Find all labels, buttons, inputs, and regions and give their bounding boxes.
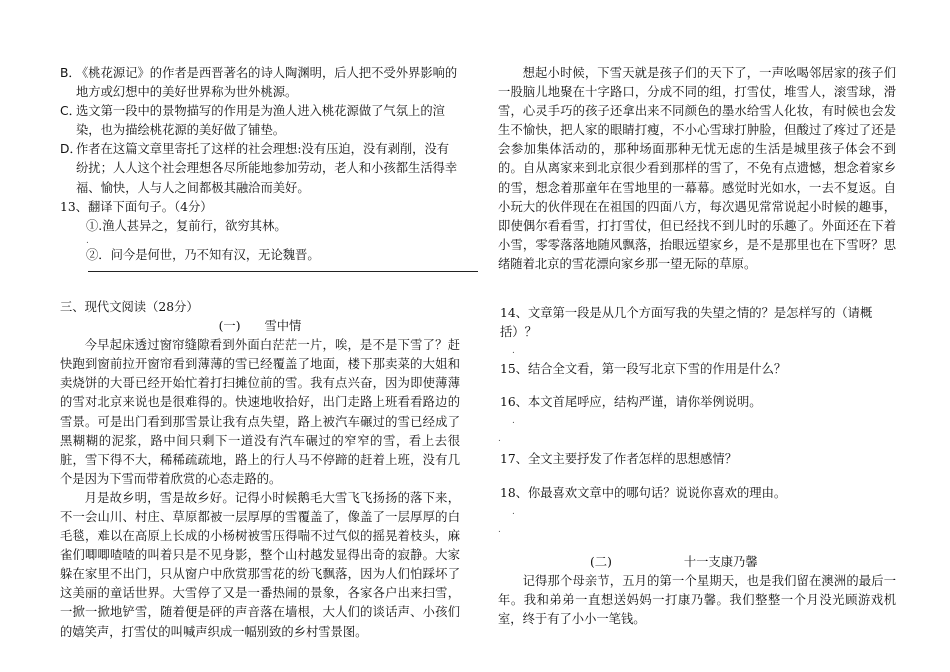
left-column	[60, 64, 460, 642]
answer-mark: .	[512, 506, 515, 517]
article-1-paragraph-2: 月是故乡明，雪是故乡好。记得小时候鹅毛大雪飞飞扬扬的落下来，不一会山川、村庄、草原都被一层厚厚的雪覆盖了，像盖了一层厚厚的白毛毯，难以在高原上长成的小杨树被雪压得喘不过气似的摇晃着枝头，麻雀们唧唧喳喳的叫着只是不见身影，整个山村越发显得出奇的寂静。大家躲在家里不出门，只从窗户中欣赏那雪花的纷飞飘落，因为人们怕踩坏了这美丽的童话世界。大雪停了又是一番热闹的景象，各家各户出来扫雪，一掀一掀地铲雪，随着便是砰的声音落在墙根，大人们的谈话声、小孩们的嬉笑声，打雪仗的叫喊声织成一幅别致的乡村雪景图。	[60, 490, 460, 639]
question-16: 16、本文首尾呼应，结构严谨，请你举例说明。	[500, 395, 762, 410]
section-title: 三、现代文阅读（28分）	[60, 299, 199, 314]
q13-item-2: ②．问今是何世，乃不知有汉，无论魏晋。	[86, 247, 320, 262]
answer-mark: .	[86, 235, 89, 246]
option-d-label: D．	[60, 142, 82, 157]
question-14: 14、文章第一段是从几个方面写我的失望之情的？是怎样写的（请概括）？	[500, 306, 873, 340]
article-1-paragraph-1: 今早起床透过窗帘缝隙看到外面白茫茫一片，唉，是不是下雪了？赶快跑到窗前拉开窗帘看到薄薄的雪已经覆盖了地面，楼下那卖菜的大姐和卖烧饼的大哥已经开始忙着打扫摊位前的雪。我有点兴奋，因为即使薄薄的雪对北京来说也是很难得的。快速地收拾好，出门走路上班看看路边的雪景。可是出门看到那雪景让我有点失望，路上被汽车碾过的雪已经成了黑糊糊的泥浆，路中间只剩下一道没有汽车碾过的窄窄的雪，看上去很脏，雪下得不大，稀稀疏疏地，路上的行人马不停蹄的赶着上班，没有几个是因为下雪而带着欣赏的心态走路的。	[60, 338, 460, 486]
question-13: 13、翻译下面句子。（4分）	[60, 199, 213, 214]
article-1-number: (一)	[218, 319, 241, 334]
option-c-label: C．	[60, 104, 81, 119]
question-15: 15、结合全文看，第一段写北京下雪的作用是什么？	[500, 362, 787, 377]
article-2-title: 十一支康乃馨	[683, 554, 758, 569]
option-b-text: 《桃花源记》的作者是西晋著名的诗人陶渊明，后人把不受外界影响的地方或幻想中的美好世界称为世外桃源。	[76, 66, 458, 100]
article-1-title: 雪中情	[264, 319, 302, 334]
answer-line	[88, 271, 478, 272]
answer-mark: .	[498, 524, 501, 535]
answer-mark: .	[512, 346, 515, 357]
article-1-heading	[60, 317, 460, 336]
option-d-text: 作者在这篇文章里寄托了这样的社会理想:没有压迫，没有剥削，没有纷扰；人人这个社会理想各尽所能地参加劳动，老人和小孩都生活得幸福、愉快，人与人之间都极其融洽而美好。	[76, 142, 458, 195]
answer-mark: .	[498, 434, 501, 445]
right-column	[498, 64, 896, 629]
article-2-paragraph: 记得那个母亲节，五月的第一个星期天，也是我们留在澳洲的最后一年。我和弟弟一直想送妈妈一打康乃馨。我们整整一个月没光顾游戏机室，终于有了小小一笔钱。	[498, 573, 896, 626]
question-17: 17、全文主要抒发了作者怎样的思想感情？	[500, 452, 737, 467]
q13-item-1: ①.渔人甚异之，复前行，欲穷其林。	[86, 218, 287, 233]
option-c	[60, 102, 460, 140]
answer-mark: .	[512, 416, 515, 427]
option-c-text: 选文第一段中的景物描写的作用是为渔人进入桃花源做了气氛上的渲染，也为描绘桃花源的美好做了铺垫。	[76, 104, 445, 138]
article-2-number: (二)	[590, 554, 612, 569]
article-1-paragraph-3: 想起小时候，下雪天就是孩子们的天下了，一声吆喝邻居家的孩子们一股脑儿地聚在十字路口，分成不同的组，打雪仗，堆雪人，滚雪球，滑雪，心灵手巧的孩子还拿出来不同颜色的墨水给雪人化妆，有时候也会发生不愉快，把人家的眼睛打瘦，不小心雪球打肿脸，但酸过了疼过了还是会参加集体活动的，那种场面那种无忧无虑的生活是城里孩子体会不到的。自从离家来到北京很少看到那样的雪了，不免有点遗憾，想念着家乡的雪，想念着那童年在雪地里的一幕幕。感觉时光如水，一去不复返。自小玩大的伙伴现在在祖国的四面八方，每次遇见常常说起小时候的趣事，即使偶尔看看雪，打打雪仗，但已经找不到儿时的乐趣了。外面还在下着小雪，零零落落地随风飘落，抬眼远望家乡，是不是那里也在下雪呀？思绪随着北京的雪花漂向家乡那一望无际的草原。	[498, 66, 896, 271]
option-b-label: B．	[60, 66, 81, 80]
article-2-heading	[498, 553, 896, 572]
option-b	[60, 64, 460, 102]
question-18: 18、你最喜欢文章中的哪句话？说说你喜欢的理由。	[500, 485, 787, 500]
option-d	[60, 140, 460, 197]
article-2	[498, 553, 896, 629]
